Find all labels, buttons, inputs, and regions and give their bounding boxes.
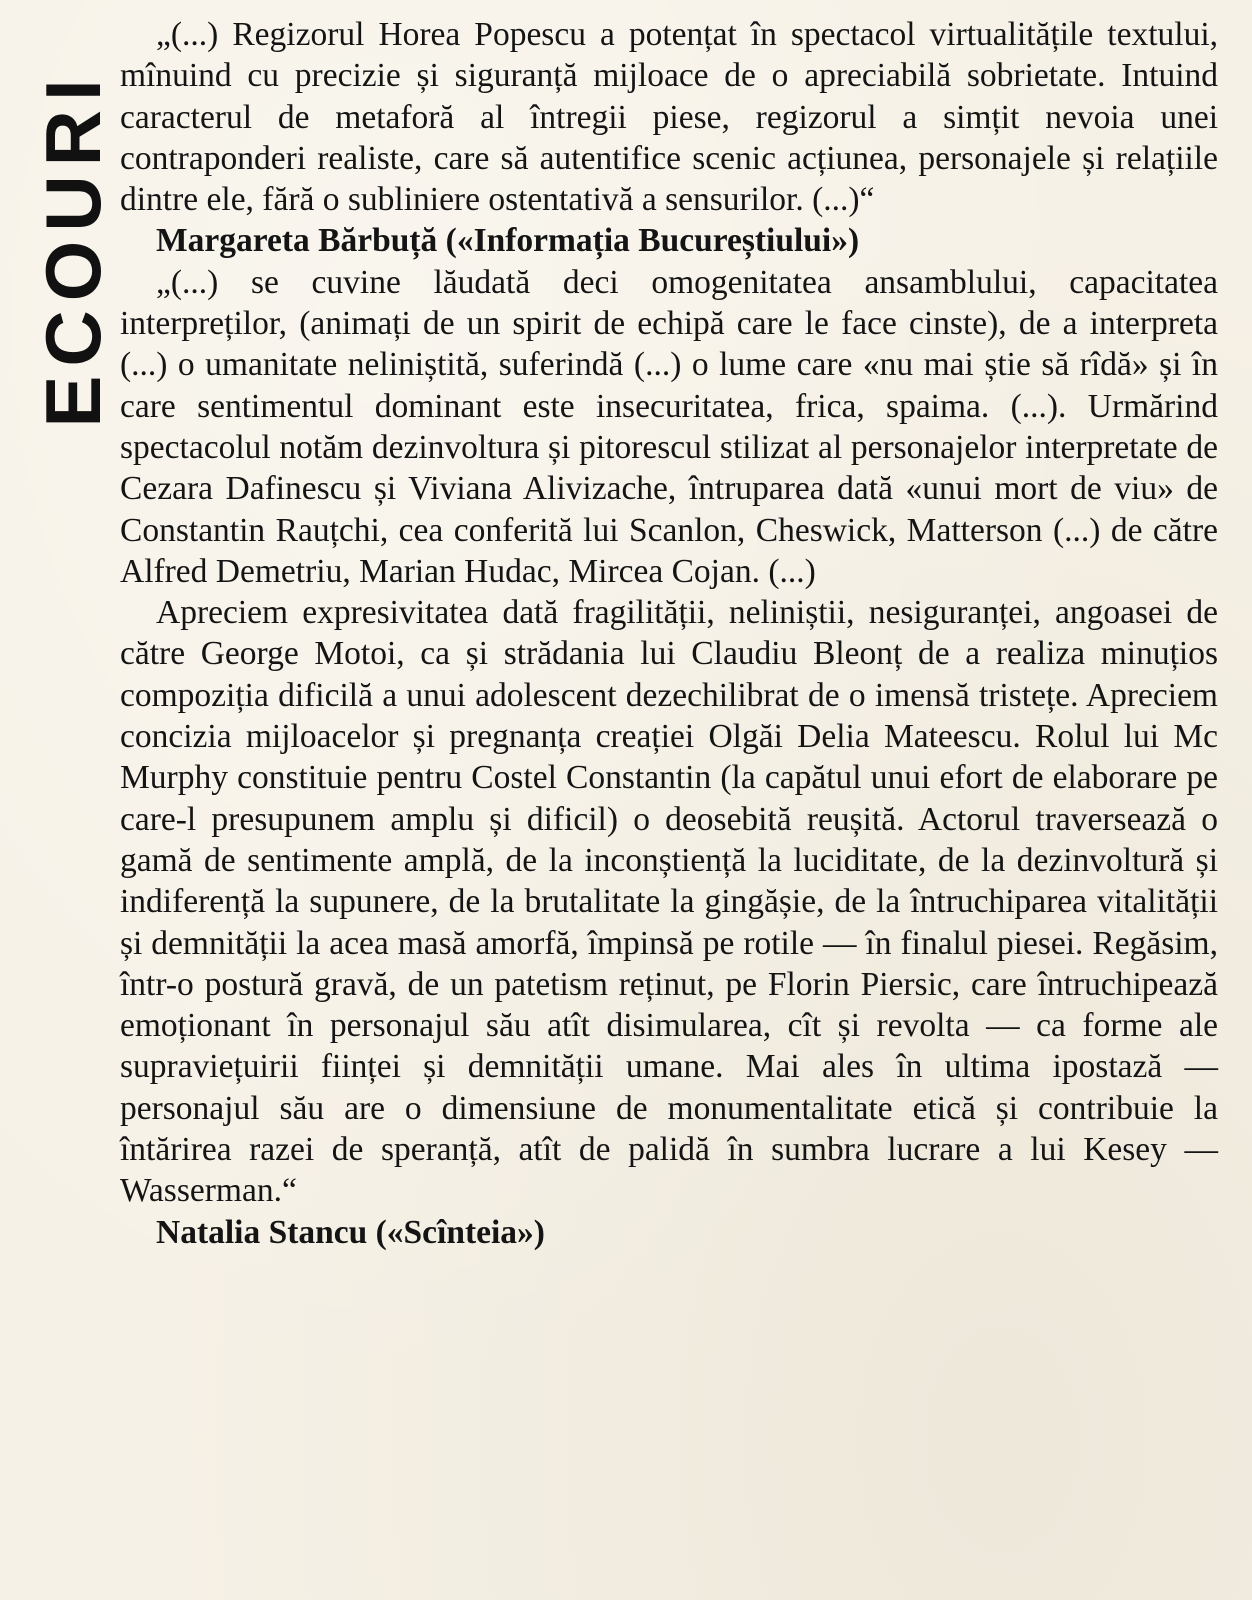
review-2-paragraph-1: „(...) se cuvine lăudată deci omogenitatea ansamblului, capacitatea interpreților, (animați de un spirit de echipă care le face cinste), de a interpreta (...) o umanitate neliniștită, suferindă (...) o lume care «nu mai știe să rîdă» și în care sentimentul dominant este insecuritatea, frica, spaima. (...). Urmărind spectacolul notăm dezinvoltura și pitorescul stilizat al personajelor interpretate de Cezara Dafinescu și Viviana Alivizache, întruparea dată «unui mort de viu» de Constantin Rauțchi, cea conferită lui Scanlon, Cheswick, Matterson (...) de către Alfred Demetriu, Marian Hudac, Mircea Cojan. (...)	[120, 263, 1218, 590]
review-2-author: Natalia Stancu («Scînteia»)	[156, 1213, 545, 1251]
review-2-paragraph-2: Apreciem expresivitatea dată fragilității, neliniștii, nesiguranței, angoasei de către George Motoi, ca și strădania lui Claudiu Bleonț de a realiza minuțios compoziția dificilă a unui adolescent dezechilibrat de o imensă tristețe. Apreciem concizia mijloacelor și pregnanța creației Olgăi Delia Mateescu. Rolul lui Mc Murphy constituie pentru Costel Constantin (la capătul unui efort de elaborare pe care-l presupunem amplu și dificil) o deosebită reușită. Actorul traversează o gamă de sentimente amplă, de la inconștiență la luciditate, de la dezinvoltură și indiferență la supunere, de la brutalitate la gingășie, de la întruchiparea vitalității și demnității la acea masă amorfă, împinsă pe rotile — în finalul piesei. Regăsim, într-o postură gravă, de un patetism reținut, pe Florin Piersic, care întruchipează emoționant în personajul său atît disimularea, cît și revolta — ca forme ale supraviețuirii ființei și demnității umane. Mai ales în ultima ipostază — personajul său are o dimensiune de monumentalitate etică și contribuie la întărirea razei de speranță, atît de palidă în sumbra lucrare a lui Kesey — Wasserman.“	[120, 594, 1218, 1210]
section-title-text: ECOURI	[29, 70, 117, 428]
review-1-text: „(...) Regizorul Horea Popescu a potențat în spectacol virtualitățile textului, mînuind cu precizie și siguranță mijloace de o apreciabilă sobrietate. Intuind caracterul de metaforă al întregii piese, regizorul a simțit nevoia unei contraponderi realiste, care să autentifice scenic acțiunea, personajele și relațiile dintre ele, fără o subliniere ostentativă a sensurilor. (...)“	[120, 16, 1218, 219]
review-1-author: Margareta Bărbuță («Informația Bucureștiului»)	[156, 222, 860, 260]
article-body	[120, 14, 1218, 1253]
section-title-vertical	[29, 14, 117, 484]
